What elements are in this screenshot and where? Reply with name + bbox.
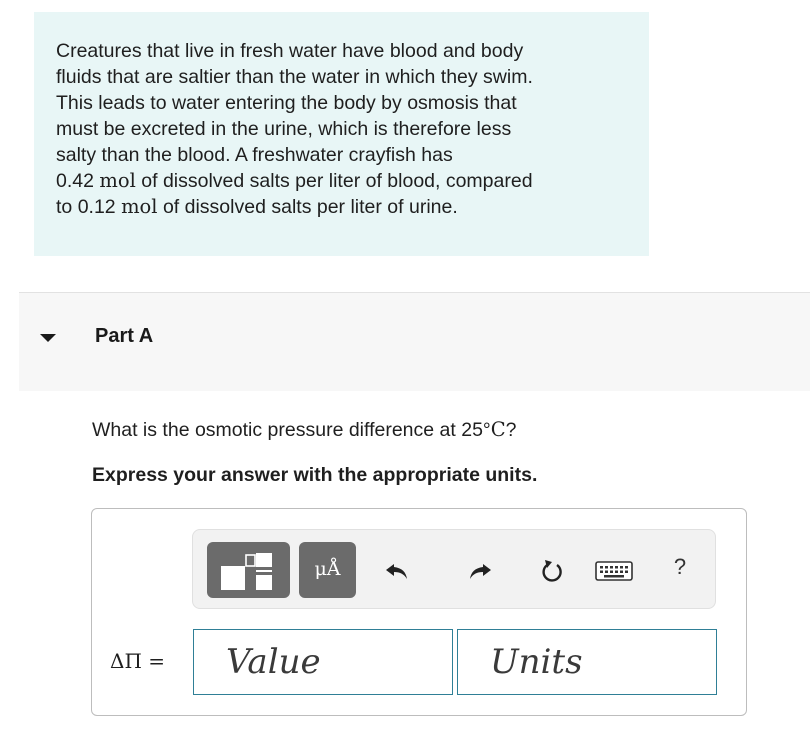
problem-intro bbox=[34, 12, 649, 256]
intro-line: Creatures that live in fresh water have blood and body bbox=[56, 40, 524, 62]
units-input[interactable] bbox=[457, 629, 717, 695]
answer-panel bbox=[91, 508, 747, 716]
redo-button[interactable] bbox=[457, 550, 497, 590]
temperature-unit: C bbox=[490, 418, 506, 441]
question-body: What is the osmotic pressure difference at 25 bbox=[92, 419, 483, 441]
intro-line bbox=[56, 194, 633, 220]
intro-line: This leads to water entering the body by osmosis that bbox=[56, 92, 517, 114]
undo-icon bbox=[380, 550, 420, 590]
blood-salt-unit: mol bbox=[99, 169, 136, 192]
intro-line: fluids that are saltier than the water in which they swim. bbox=[56, 66, 533, 88]
answer-label: ΔΠ = bbox=[110, 649, 165, 673]
urine-salt-unit: mol bbox=[121, 195, 158, 218]
templates-button[interactable] bbox=[207, 542, 290, 598]
question-mark: ? bbox=[505, 419, 517, 441]
caret-down-icon[interactable] bbox=[40, 334, 56, 342]
redo-icon bbox=[457, 550, 497, 590]
part-title: Part A bbox=[95, 325, 154, 347]
intro-line: salty than the blood. A freshwater crayfish has bbox=[56, 144, 453, 166]
help-button[interactable]: ? bbox=[673, 554, 687, 579]
keyboard-button[interactable] bbox=[591, 550, 639, 590]
undo-button[interactable] bbox=[380, 550, 420, 590]
intro-text: to bbox=[56, 196, 73, 218]
units-button[interactable] bbox=[299, 542, 356, 598]
question-text bbox=[92, 418, 517, 442]
reset-icon bbox=[533, 550, 573, 590]
intro-text: of dissolved salts per liter of urine. bbox=[162, 196, 458, 218]
templates-icon bbox=[207, 542, 290, 598]
part-a-header[interactable] bbox=[19, 293, 810, 391]
units-button-label: μÅ bbox=[314, 558, 341, 580]
reset-button[interactable] bbox=[533, 550, 573, 590]
intro-text: of dissolved salts per liter of blood, compared bbox=[141, 170, 533, 192]
value-input[interactable] bbox=[193, 629, 453, 695]
math-toolbar bbox=[192, 529, 716, 609]
keyboard-icon bbox=[591, 550, 639, 590]
degree-symbol: ° bbox=[482, 419, 491, 441]
intro-line bbox=[56, 168, 633, 194]
answer-instruction: Express your answer with the appropriate units. bbox=[92, 464, 538, 486]
intro-line: must be excreted in the urine, which is therefore less bbox=[56, 118, 512, 140]
blood-salt-value: 0.42 bbox=[56, 170, 94, 192]
urine-salt-value: 0.12 bbox=[77, 196, 116, 218]
